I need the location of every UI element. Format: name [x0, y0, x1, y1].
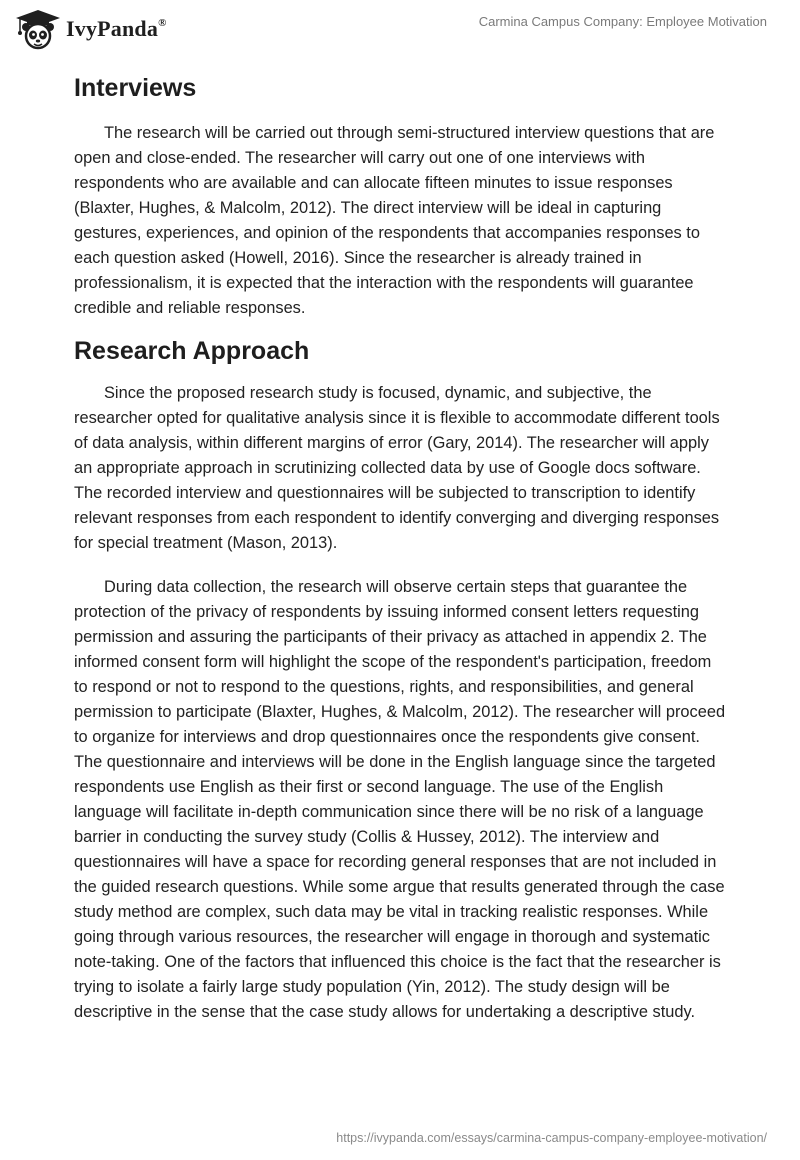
paragraph-interviews: The research will be carried out through semi-structured interview questions that are open and close-ended. The researcher will carry out one of one interviews with respondents who are available and can allocate fifteen minutes to issue responses (Blaxter, Hughes, & Malcolm, 2012). The direct interview will be ideal in capturing gestures, experiences, and opinion of the respondents that accompanies responses to each question asked (Howell, 2016). Since the researcher is already trained in professionalism, it is expected that the interaction with the respondents will guarantee credible and reliable responses. [74, 124, 715, 317]
section-heading-interviews: Interviews [74, 74, 197, 102]
panda-graduate-icon [14, 8, 62, 50]
paragraph-research-approach-2: During data collection, the research will observe certain steps that guarantee the protection of the privacy of respondents by issuing informed consent letters requesting permission and assuring the participants of their privacy as attached in appendix 2. The informed consent form will highlight the scope of the respondent's participation, freedom to respond or not to respond to the questions, rights, and responsibilities, and general permission to participate (Blaxter, Hughes, & Malcolm, 2012). The researcher will proceed to organize for interviews and drop questionnaires once the respondents give consent. The questionnaire and interviews will be done in the English language since the targeted respondents use English as their first or second language. The use of the English language will facilitate in-depth communication since there will be no risk of a language barrier in conducting the survey study (Collis & Hussey, 2012). The interview and questionnaires will have a space for recording general responses that are not included in the guided research questions. While some argue that results generated through the case study method are complex, such data may be vital in tracking realistic responses. While going through various resources, the researcher will engage in thorough and systematic note-taking. One of the factors that influenced this choice is the fact that the researcher is trying to isolate a fairly large study population (Yin, 2012). The study design will be descriptive in the sense that the case study allows for undertaking a descriptive study. [74, 578, 726, 1021]
document-title: Carmina Campus Company: Employee Motivation [478, 14, 767, 29]
section-heading-research-approach: Research Approach [74, 337, 310, 365]
essay-content [74, 72, 726, 1025]
page-header [0, 0, 800, 70]
ivypanda-logo[interactable] [14, 8, 167, 50]
logo-text: IvyPanda® [66, 16, 167, 41]
source-url[interactable]: https://ivypanda.com/essays/carmina-campus-company-employee-motivation/ [336, 1131, 767, 1145]
paragraph-research-approach-1: Since the proposed research study is focused, dynamic, and subjective, the researcher opted for qualitative analysis since it is flexible to accommodate different tools of data analysis, within different margins of error (Gary, 2014). The researcher will apply an appropriate approach in scrutinizing collected data by use of Google docs software. The recorded interview and questionnaires will be subjected to transcription to identify relevant responses from each respondent to identify converging and diverging responses for special treatment (Mason, 2013). [74, 384, 720, 552]
registered-mark: ® [158, 16, 167, 29]
